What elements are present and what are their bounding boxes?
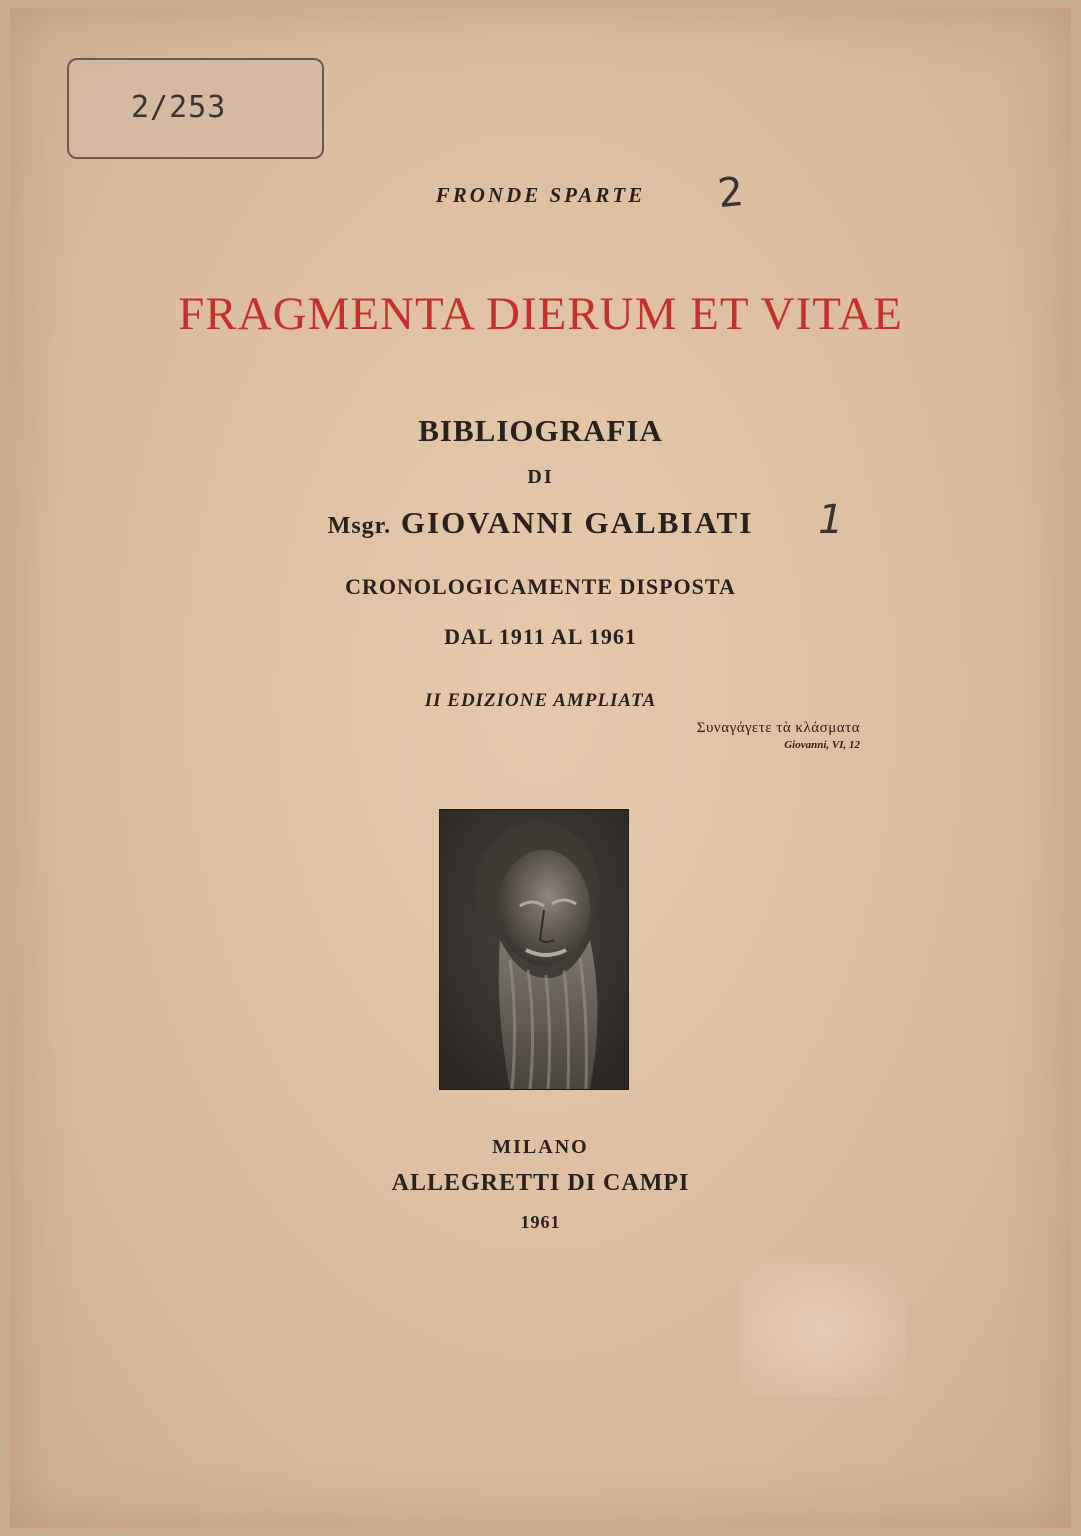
edition-statement: II EDIZIONE AMPLIATA [424,690,657,711]
epigraph-source: Giovanni, VI, 12 [784,739,860,751]
author-prefix: Msgr. [327,513,392,539]
subtitle-dates: DAL 1911 AL 1961 [444,624,637,649]
author-name: GIOVANNI GALBIATI [400,505,754,540]
shelf-label-text: 2/253 [131,90,227,125]
author-line [0,505,1081,541]
epigraph-text: Συναγάγετε τὰ κλάσματα [696,720,860,736]
subtitle-bibliografia: BIBLIOGRAFIA [418,413,663,448]
subtitle-cronologicamente: CRONOLOGICAMENTE DISPOSTA [345,574,736,599]
subtitle-di: DI [527,466,554,488]
handwritten-number-lower: 1 [818,497,844,543]
shelf-label [67,58,324,159]
book-title: FRAGMENTA DIERUM ET VITAE [178,288,903,340]
epigraph [697,720,860,751]
series-name: FRONDE SPARTE [435,183,646,207]
handwritten-number-upper: 2 [715,168,746,218]
imprint-publisher: ALLEGRETTI DI CAMPI [391,1170,690,1196]
portrait-drawing [440,810,628,1089]
portrait-image [439,809,629,1090]
imprint-year: 1961 [520,1212,561,1232]
book-cover [10,8,1071,1528]
imprint-city: MILANO [492,1136,589,1158]
paper-stain [740,1263,905,1398]
